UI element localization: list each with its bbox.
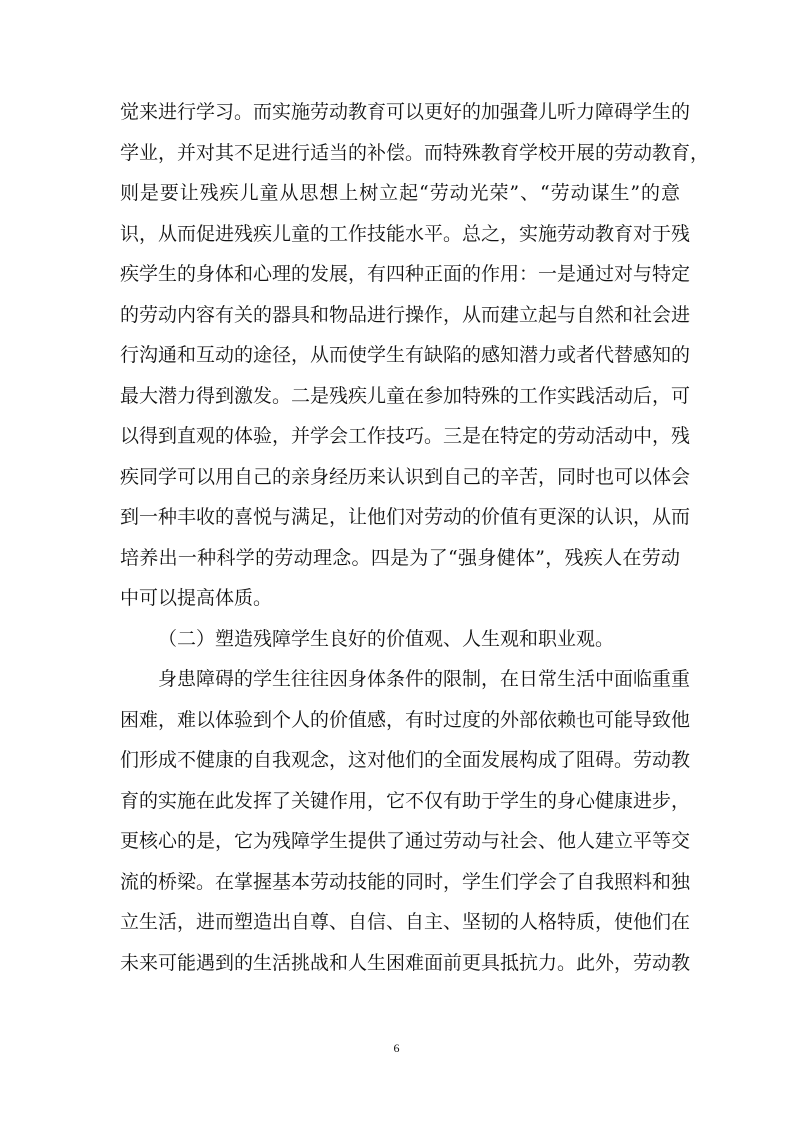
text-line: 困难，难以体验到个人的价值感，有时过度的外部依赖也可能导致他 (120, 708, 691, 731)
text-line: 到一种丰收的喜悦与满足，让他们对劳动的价值有更深的认识，从而 (120, 506, 691, 528)
text-line: 们形成不健康的自我观念，这对他们的全面发展构成了阻碍。劳动教 (120, 749, 691, 771)
text-line: 以得到直观的体验，并学会工作技巧。三是在特定的劳动活动中，残 (120, 425, 691, 447)
text-line: 疾学生的身体和心理的发展，有四种正面的作用：一是通过对与特定 (120, 263, 691, 285)
text-line: 则是要让残疾儿童从思想上树立起“劳动光荣”、“劳动谋生”的意 (120, 182, 680, 204)
text-line: 育的实施在此发挥了关键作用，它不仅有助于学生的身心健康进步， (120, 789, 691, 812)
text-line: 行沟通和互动的途径，从而使学生有缺陷的感知潜力或者代替感知的 (120, 344, 691, 366)
text-line: 的劳动内容有关的器具和物品进行操作，从而建立起与自然和社会进 (120, 303, 691, 326)
text-line: 最大潜力得到激发。二是残疾儿童在参加特殊的工作实践活动后，可 (120, 384, 691, 407)
text-line: 学业，并对其不足进行适当的补偿。而特殊教育学校开展的劳动教育， (120, 141, 710, 164)
body-text (120, 92, 710, 983)
text-line: 培养出一种科学的劳动理念。四是为了“强身健体”，残疾人在劳动 (120, 546, 680, 569)
text-line: 立生活，进而塑造出自尊、自信、自主、坚韧的人格特质，使他们在 (120, 911, 691, 933)
page-number: 6 (393, 1041, 400, 1055)
section-heading: （二）塑造残障学生良好的价值观、人生观和职业观。 (158, 627, 615, 650)
text-line: 身患障碍的学生往往因身体条件的限制，在日常生活中面临重重 (158, 668, 691, 690)
text-line: 流的桥梁。在掌握基本劳动技能的同时，学生们学会了自我照料和独 (120, 870, 691, 893)
text-line: 中可以提高体质。 (120, 587, 273, 609)
text-line: 识，从而促进残疾儿童的工作技能水平。总之，实施劳动教育对于残 (120, 222, 691, 245)
text-line: 觉来进行学习。而实施劳动教育可以更好的加强聋儿听力障碍学生的 (120, 101, 691, 123)
text-line: 疾同学可以用自己的亲身经历来认识到自己的辛苦，同时也可以体会 (120, 465, 691, 488)
text-line: 更核心的是，它为残障学生提供了通过劳动与社会、他人建立平等交 (120, 830, 691, 852)
text-line: 未来可能遇到的生活挑战和人生困难面前更具抵抗力。此外，劳动教 (120, 951, 691, 974)
